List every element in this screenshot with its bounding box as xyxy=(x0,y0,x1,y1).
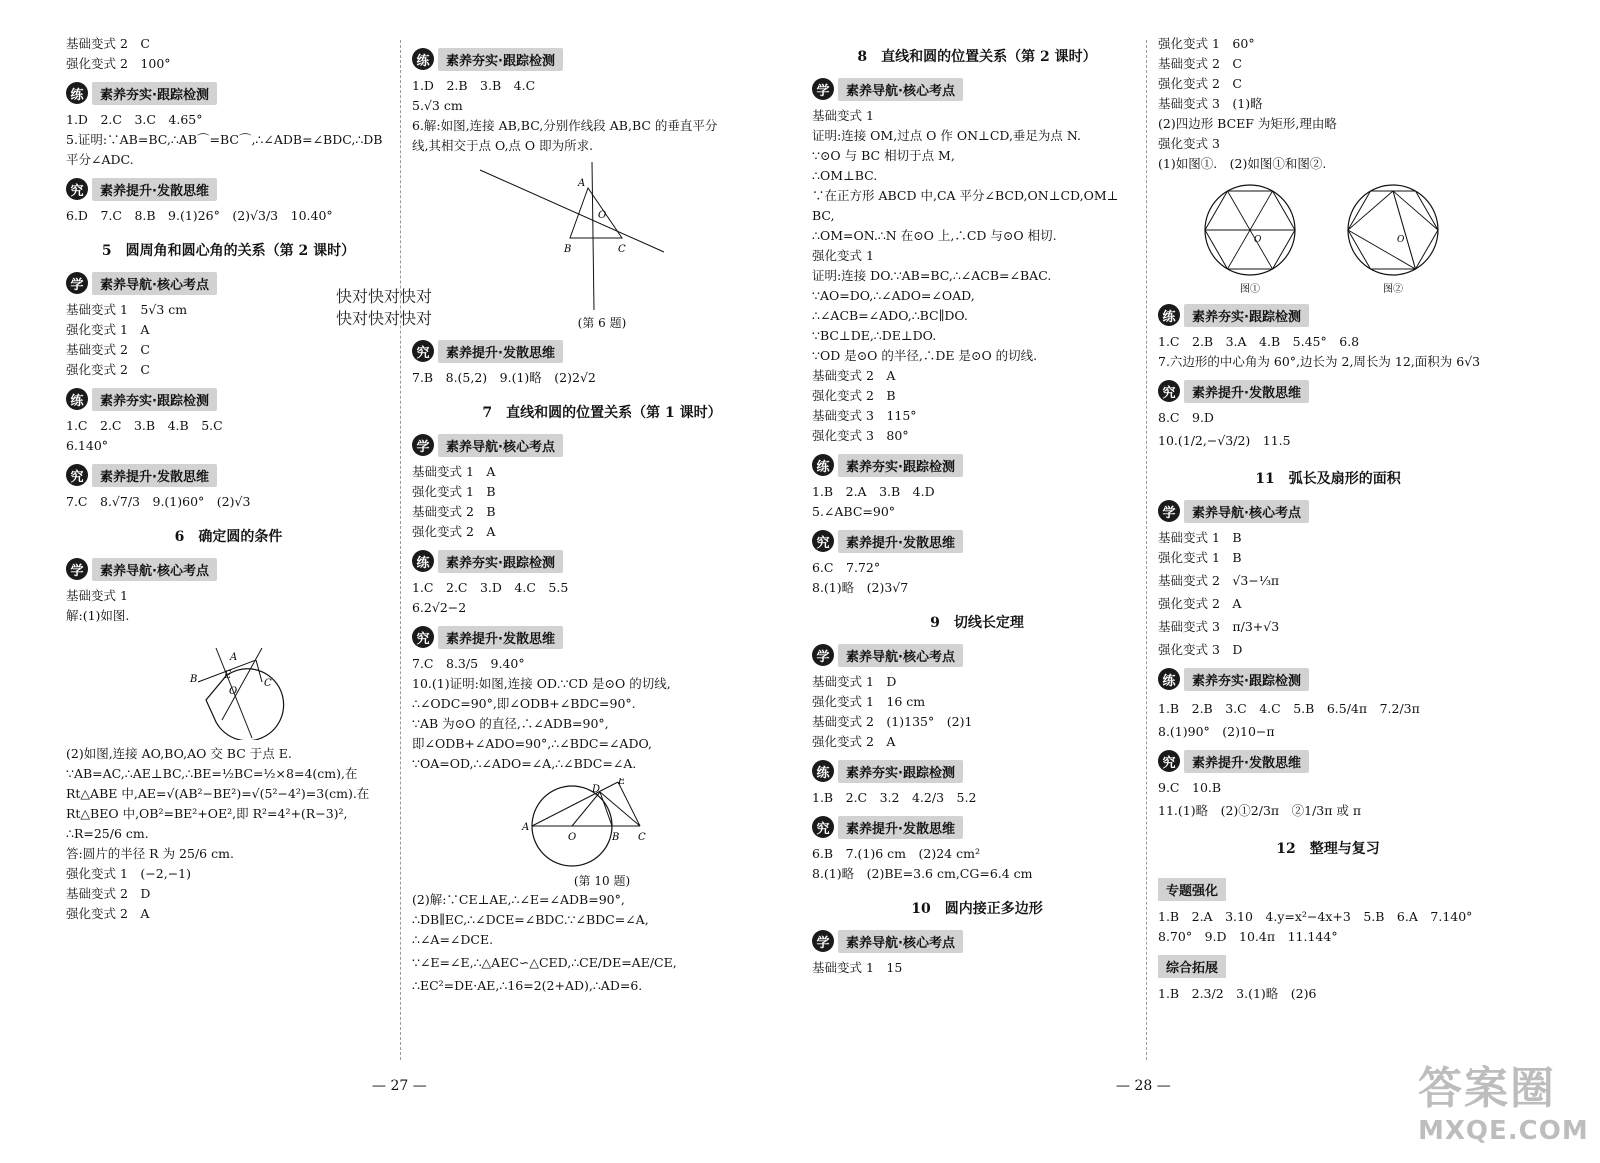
section-header-lian: 练 素养夯实·跟踪检测 xyxy=(1158,304,1498,326)
answer-line: (2)如图,连接 AO,BO,AO 交 BC 于点 E. xyxy=(66,746,292,761)
answer-line: 5.√3 cm xyxy=(412,98,463,113)
label-a: A xyxy=(522,822,530,833)
answer-line: 8.C 9.D xyxy=(1158,410,1214,425)
answer-line: 6.140° xyxy=(66,438,109,453)
lian-icon: 练 xyxy=(1158,668,1180,690)
answer-line: 1.B 2.B 3.C 4.C 5.B 6.5/4π 7.2/3π xyxy=(1158,701,1420,716)
xue-icon: 学 xyxy=(812,930,834,952)
section-header-jiu: 究 素养提升·发散思维 xyxy=(812,530,1142,552)
section-header-lian: 练 素养夯实·跟踪检测 xyxy=(66,388,391,410)
answer-line: 基础变式 1 D xyxy=(812,674,897,689)
answer-line: 9.C 10.B xyxy=(1158,780,1222,795)
answer-line: 5.∠ABC=90° xyxy=(812,504,896,519)
answer-line: 基础变式 3 (1)略 xyxy=(1158,96,1263,111)
jiu-icon: 究 xyxy=(1158,750,1180,772)
answer-line: 8.70° 9.D 10.4π 11.144° xyxy=(1158,929,1338,944)
answer-line: ∴OM=ON.∴N 在⊙O 上,∴CD 与⊙O 相切. xyxy=(812,228,1057,243)
answer-line: ∴R=25/6 cm. xyxy=(66,826,149,841)
answer-line: ∴OM⊥BC. xyxy=(812,168,878,183)
lesson-title: 8 直线和圆的位置关系（第 2 课时） xyxy=(857,49,1097,65)
answer-line: 线,其相交于点 O,点 O 即为所求. xyxy=(412,138,594,153)
answer-line: 基础变式 3 π/3+√3 xyxy=(1158,619,1280,634)
answer-line: 解:(1)如图. xyxy=(66,608,130,623)
answer-line: 8.(1)90° (2)10−π xyxy=(1158,724,1275,739)
answer-line: 10.(1/2,−√3/2) 11.5 xyxy=(1158,433,1291,448)
figure-caption: (第 6 题) xyxy=(577,316,627,330)
answer-line: ∵∠E=∠E,∴△AEC∽△CED,∴CE/DE=AE/CE, xyxy=(412,955,677,970)
answer-line: 8.(1)略 (2)3√7 xyxy=(812,580,909,595)
watermark-title: 答案圈 xyxy=(1418,1063,1556,1114)
answer-line: 基础变式 2 C xyxy=(1158,56,1242,71)
section-header-xue: 学 素养导航·核心考点 xyxy=(812,78,1142,100)
label-a: A xyxy=(578,178,586,189)
answer-line: Rt△ABE 中,AE=√(AB²−BE²)=√(5²−4²)=3(cm).在 xyxy=(66,786,370,801)
answer-line: 基础变式 1 xyxy=(66,588,128,603)
answer-line: 强化变式 2 C xyxy=(66,362,150,377)
label-b: B xyxy=(612,832,620,843)
section-header-xue: 学 素养导航·核心考点 xyxy=(66,558,391,580)
lian-icon: 练 xyxy=(812,454,834,476)
answer-line: ∵AB=AC,∴AE⊥BC,∴BE=½BC=½×8=4(cm),在 xyxy=(66,766,358,781)
answer-line: 强化变式 3 xyxy=(1158,136,1220,151)
section-header-lian: 练 素养夯实·跟踪检测 xyxy=(412,48,792,70)
xue-icon: 学 xyxy=(812,78,834,100)
section-header-lian: 练 素养夯实·跟踪检测 xyxy=(812,454,1142,476)
answer-line: ∴∠ODC=90°,即∠ODB+∠BDC=90°. xyxy=(412,696,636,711)
answer-line: 基础变式 1 xyxy=(812,108,874,123)
answer-line: 平分∠ADC. xyxy=(66,152,134,167)
answer-line: 1.C 2.B 3.A 4.B 5.45° 6.8 xyxy=(1158,334,1360,349)
answer-line: 强化变式 3 80° xyxy=(812,428,909,443)
section-box-zhuanti: 专题强化 xyxy=(1158,878,1226,901)
label-d: D xyxy=(592,784,601,795)
page-number-left: — 27 — xyxy=(372,1078,427,1094)
answer-line: 6.B 7.(1)6 cm (2)24 cm² xyxy=(812,846,980,861)
answer-line: Rt△BEO 中,OB²=BE²+OE²,即 R²=4²+(R−3)², xyxy=(66,806,348,821)
answer-line: 基础变式 2 D xyxy=(66,886,151,901)
answer-line: ∵OA=OD,∴∠ADO=∠A,∴∠BDC=∠A. xyxy=(412,756,637,771)
answer-line: 8.(1)略 (2)BE=3.6 cm,CG=6.4 cm xyxy=(812,866,1033,881)
answer-line: 10.(1)证明:如图,连接 OD.∵CD 是⊙O 的切线, xyxy=(412,676,671,691)
answer-line: 基础变式 2 C xyxy=(66,342,150,357)
answer-line: (2)四边形 BCEF 为矩形,理由略 xyxy=(1158,116,1337,131)
answer-line: 1.D 2.B 3.B 4.C xyxy=(412,78,536,93)
section-box-zonghe: 综合拓展 xyxy=(1158,955,1226,978)
answer-line: 强化变式 1 16 cm xyxy=(812,694,926,709)
section-header-jiu: 究 素养提升·发散思维 xyxy=(812,816,1142,838)
figure-caption: 图② xyxy=(1383,284,1403,295)
answer-line: 基础变式 1 15 xyxy=(812,960,903,975)
answer-line: 即∠ODB+∠ADO=90°,∴∠BDC=∠ADO, xyxy=(412,736,652,751)
answer-line: 1.B 2.C 3.2 4.2/3 5.2 xyxy=(812,790,977,805)
label-a: A xyxy=(230,652,238,663)
answer-line: 7.B 8.(5,2) 9.(1)略 (2)2√2 xyxy=(412,370,596,385)
answer-line: 7.C 8.√7/3 9.(1)60° (2)√3 xyxy=(66,494,251,509)
column-divider xyxy=(400,40,401,1060)
xue-icon: 学 xyxy=(66,558,88,580)
answer-line: 强化变式 2 C xyxy=(1158,76,1242,91)
answer-line: 1.C 2.C 3.D 4.C 5.5 xyxy=(412,580,569,595)
answer-line: 证明:连接 DO.∵AB=BC,∴∠ACB=∠BAC. xyxy=(812,268,1052,283)
answer-line: BC, xyxy=(812,208,835,223)
label-b: B xyxy=(190,674,198,685)
answer-line: 基础变式 3 115° xyxy=(812,408,917,423)
answer-line: 答:圆片的半径 R 为 25/6 cm. xyxy=(66,846,234,861)
answer-line: ∵⊙O 与 BC 相切于点 M, xyxy=(812,148,955,163)
label-o: O xyxy=(598,210,607,221)
answer-line: 基础变式 2 C xyxy=(66,36,150,51)
section-header-lian: 练 素养夯实·跟踪检测 xyxy=(812,760,1142,782)
overlay-line: 快对快对快对 xyxy=(336,309,433,328)
lesson-title: 5 圆周角和圆心角的关系（第 2 课时） xyxy=(101,243,356,259)
answer-line: 基础变式 2 A xyxy=(812,368,896,383)
lian-icon: 练 xyxy=(412,550,434,572)
answer-line: 5.证明:∵AB=BC,∴AB⌒=BC⌒,∴∠ADB=∠BDC,∴DB xyxy=(66,132,383,147)
lesson-title: 11 弧长及扇形的面积 xyxy=(1255,471,1401,487)
section-header-xue: 学 素养导航·核心考点 xyxy=(66,272,391,294)
figure-caption: 图① xyxy=(1240,284,1260,295)
answer-line: 基础变式 1 5√3 cm xyxy=(66,302,188,317)
answer-line: 1.B 2.A 3.B 4.D xyxy=(812,484,935,499)
answer-line: 强化变式 2 A xyxy=(812,734,896,749)
answer-line: ∴EC²=DE·AE,∴16=2(2+AD),∴AD=6. xyxy=(412,978,643,993)
lian-icon: 练 xyxy=(812,760,834,782)
answer-line: 7.C 8.3/5 9.40° xyxy=(412,656,525,671)
overlay-line: 快对快对快对 xyxy=(336,287,433,306)
figure-caption: (第 10 题) xyxy=(573,874,631,888)
answer-line: ∵AO=DO,∴∠ADO=∠OAD, xyxy=(812,288,975,303)
jiu-icon: 究 xyxy=(412,626,434,648)
lesson-title: 6 确定圆的条件 xyxy=(174,529,283,545)
answer-line: 6.C 7.72° xyxy=(812,560,881,575)
label-c: C xyxy=(638,832,646,843)
section-header-xue: 学 素养导航·核心考点 xyxy=(1158,500,1498,522)
lesson-title: 9 切线长定理 xyxy=(930,615,1024,631)
label-o: O xyxy=(1397,235,1405,245)
answer-line: ∵在正方形 ABCD 中,CA 平分∠BCD,ON⊥CD,OM⊥ xyxy=(812,188,1119,203)
jiu-icon: 究 xyxy=(812,530,834,552)
answer-line: ∵BC⊥DE,∴DE⊥DO. xyxy=(812,328,937,343)
section-header-jiu: 究 素养提升·发散思维 xyxy=(1158,750,1498,772)
overlay-text xyxy=(336,286,432,330)
label-e: E xyxy=(224,670,232,681)
watermark-logo xyxy=(1418,1052,1589,1157)
answer-line: 1.D 2.C 3.C 4.65° xyxy=(66,112,203,127)
answer-line: 1.C 2.C 3.B 4.B 5.C xyxy=(66,418,223,433)
answer-line: 6.D 7.C 8.B 9.(1)26° (2)√3/3 10.40° xyxy=(66,208,333,223)
answer-line: 强化变式 1 xyxy=(812,248,874,263)
label-o: O xyxy=(568,832,577,843)
xue-icon: 学 xyxy=(412,434,434,456)
answer-line: 基础变式 1 B xyxy=(1158,530,1242,545)
answer-line: 强化变式 2 A xyxy=(1158,596,1242,611)
answer-line: 强化变式 1 B xyxy=(1158,550,1242,565)
answer-line: ∴DB∥EC,∴∠DCE=∠BDC.∵∠BDC=∠A, xyxy=(412,912,649,927)
section-header-xue: 学 素养导航·核心考点 xyxy=(812,930,1142,952)
column-divider xyxy=(1146,40,1147,1060)
xue-icon: 学 xyxy=(1158,500,1180,522)
column-3 xyxy=(812,34,1142,978)
section-header-jiu: 究 素养提升·发散思维 xyxy=(66,178,391,200)
answer-line: 强化变式 3 D xyxy=(1158,642,1243,657)
answer-line: 1.B 2.A 3.10 4.y=x²−4x+3 5.B 6.A 7.140° xyxy=(1158,909,1473,924)
section-header-jiu: 究 素养提升·发散思维 xyxy=(1158,380,1498,402)
figure-q6 xyxy=(412,160,792,310)
xue-icon: 学 xyxy=(812,644,834,666)
section-header-jiu: 究 素养提升·发散思维 xyxy=(412,340,792,362)
answer-line: ∵OD 是⊙O 的半径,∴DE 是⊙O 的切线. xyxy=(812,348,1038,363)
lian-icon: 练 xyxy=(66,388,88,410)
answer-line: 强化变式 1 (−2,−1) xyxy=(66,866,192,881)
column-4 xyxy=(1158,34,1498,1004)
jiu-icon: 究 xyxy=(66,178,88,200)
label-b: B xyxy=(564,244,572,255)
jiu-icon: 究 xyxy=(812,816,834,838)
jiu-icon: 究 xyxy=(1158,380,1180,402)
label-o: O xyxy=(229,686,238,697)
section-header-jiu: 究 素养提升·发散思维 xyxy=(66,464,391,486)
answer-line: 6.解:如图,连接 AB,BC,分别作线段 AB,BC 的垂直平分 xyxy=(412,118,718,133)
answer-line: 证明:连接 OM,过点 O 作 ON⊥CD,垂足为点 N. xyxy=(812,128,1082,143)
answer-line: (2)解:∵CE⊥AE,∴∠E=∠ADB=90°, xyxy=(412,892,625,907)
answer-line: 强化变式 2 B xyxy=(812,388,896,403)
label-c: C xyxy=(264,678,272,689)
answer-line: ∵AB 为⊙O 的直径,∴∠ADB=90°, xyxy=(412,716,609,731)
circle-figure xyxy=(66,630,391,740)
lian-icon: 练 xyxy=(66,82,88,104)
answer-line: 强化变式 2 A xyxy=(66,906,150,921)
answer-line: 6.2√2−2 xyxy=(412,600,467,615)
section-header-lian: 练 素养夯实·跟踪检测 xyxy=(412,550,792,572)
answer-line: 强化变式 1 60° xyxy=(1158,36,1255,51)
answer-line: 7.六边形的中心角为 60°,边长为 2,周长为 12,面积为 6√3 xyxy=(1158,354,1481,369)
label-e: E xyxy=(618,778,626,787)
column-2 xyxy=(412,34,792,996)
label-c: C xyxy=(618,244,626,255)
answer-line: 基础变式 1 A xyxy=(412,464,496,479)
answer-line: (1)如图①. (2)如图①和图②. xyxy=(1158,156,1327,171)
xue-icon: 学 xyxy=(66,272,88,294)
answer-line: 基础变式 2 √3−⅓π xyxy=(1158,573,1280,588)
section-header-xue: 学 素养导航·核心考点 xyxy=(412,434,792,456)
jiu-icon: 究 xyxy=(412,340,434,362)
answer-line: ∴∠A=∠DCE. xyxy=(412,932,494,947)
lian-icon: 练 xyxy=(1158,304,1180,326)
label-o: O xyxy=(1254,235,1262,245)
lesson-title: 7 直线和圆的位置关系（第 1 课时） xyxy=(482,405,722,421)
answer-line: 强化变式 2 100° xyxy=(66,56,171,71)
jiu-icon: 究 xyxy=(66,464,88,486)
answer-line: 强化变式 1 A xyxy=(66,322,150,337)
section-header-xue: 学 素养导航·核心考点 xyxy=(812,644,1142,666)
section-header-lian: 练 素养夯实·跟踪检测 xyxy=(1158,668,1498,690)
answer-line: 强化变式 2 A xyxy=(412,524,496,539)
answer-line: 11.(1)略 (2)①2/3π ②1/3π 或 π xyxy=(1158,803,1362,818)
answer-line: 基础变式 2 B xyxy=(412,504,496,519)
watermark-url: MXQE.COM xyxy=(1418,1116,1589,1146)
lian-icon: 练 xyxy=(412,48,434,70)
hexagon-figures xyxy=(1158,178,1498,296)
lesson-title: 12 整理与复习 xyxy=(1276,841,1380,857)
figure-q10 xyxy=(412,778,792,868)
answer-line: 基础变式 2 (1)135° (2)1 xyxy=(812,714,973,729)
answer-line: 强化变式 1 B xyxy=(412,484,496,499)
section-header-lian: 练 素养夯实·跟踪检测 xyxy=(66,82,391,104)
answer-line: 1.B 2.3/2 3.(1)略 (2)6 xyxy=(1158,986,1317,1001)
answer-line: ∴∠ACB=∠ADO,∴BC∥DO. xyxy=(812,308,968,323)
section-header-jiu: 究 素养提升·发散思维 xyxy=(412,626,792,648)
lesson-title: 10 圆内接正多边形 xyxy=(911,901,1043,917)
column-1 xyxy=(66,34,391,924)
page-number-right: — 28 — xyxy=(1116,1078,1171,1094)
